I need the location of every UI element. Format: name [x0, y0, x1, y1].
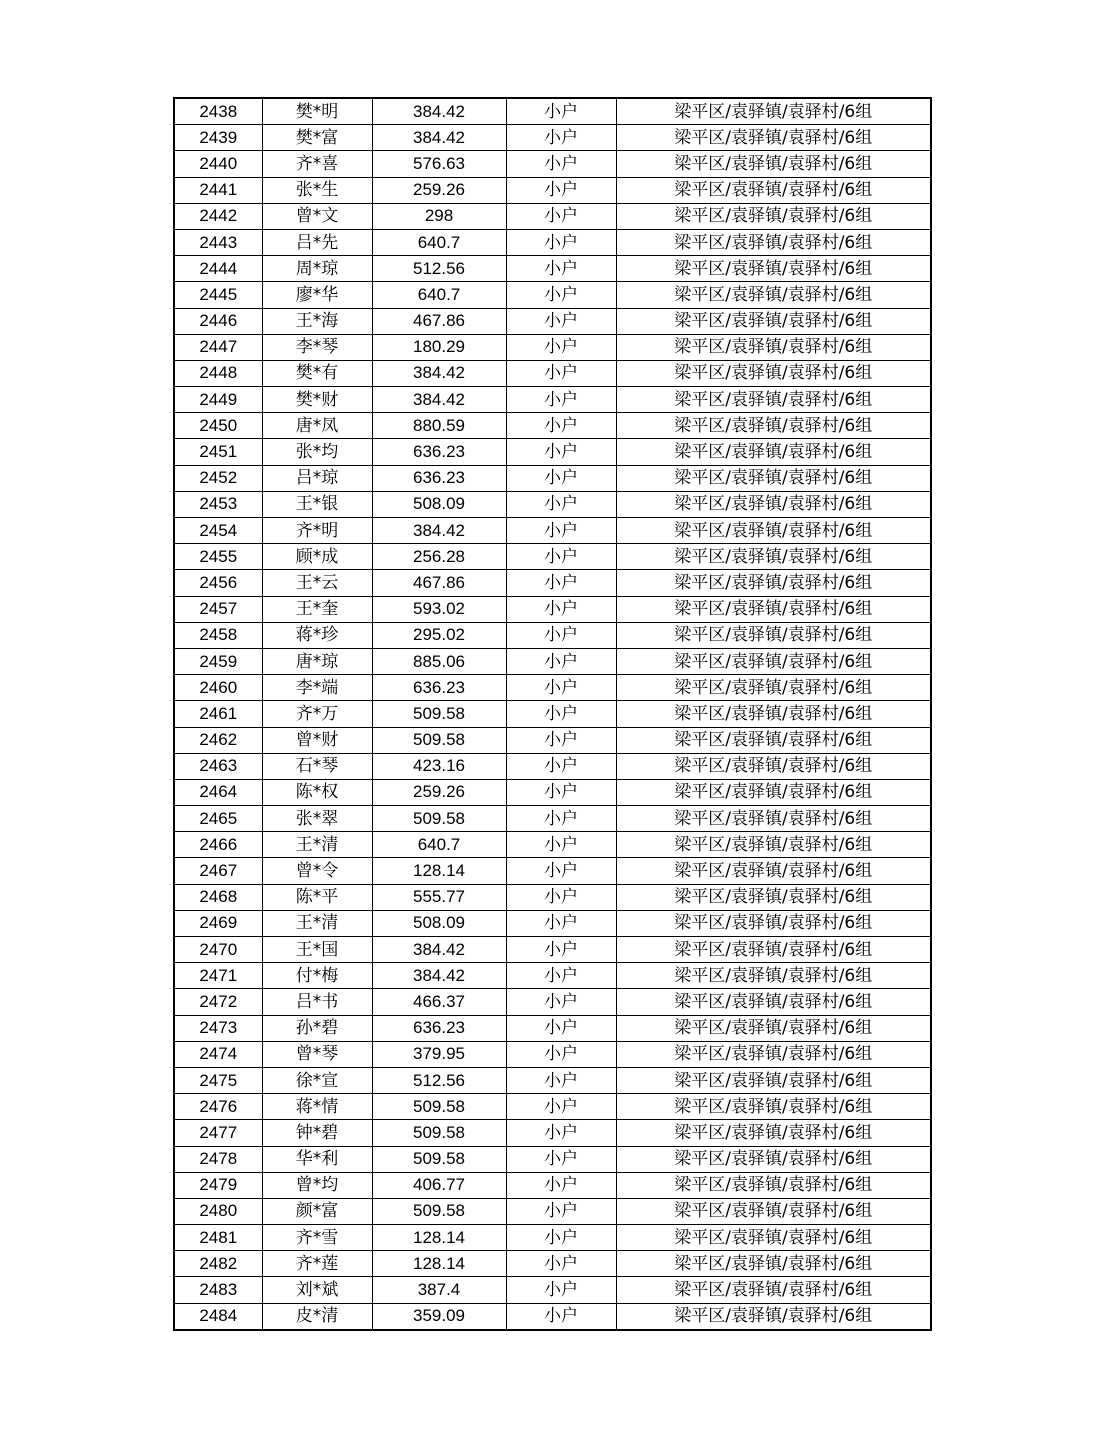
cell-amount: 512.56	[372, 1067, 506, 1093]
cell-type: 小户	[506, 727, 616, 753]
cell-id: 2456	[174, 570, 262, 596]
cell-id: 2444	[174, 256, 262, 282]
table-row	[174, 1303, 931, 1330]
cell-amount: 298	[372, 203, 506, 229]
cell-amount: 384.42	[372, 360, 506, 386]
cell-address: 梁平区/袁驿镇/袁驿村/6组	[616, 779, 931, 805]
cell-amount: 423.16	[372, 753, 506, 779]
cell-type: 小户	[506, 1120, 616, 1146]
cell-type: 小户	[506, 596, 616, 622]
cell-id: 2463	[174, 753, 262, 779]
cell-id: 2464	[174, 779, 262, 805]
cell-amount: 636.23	[372, 439, 506, 465]
cell-name: 樊*财	[262, 387, 372, 413]
cell-address: 梁平区/袁驿镇/袁驿村/6组	[616, 1251, 931, 1277]
cell-address: 梁平区/袁驿镇/袁驿村/6组	[616, 518, 931, 544]
cell-id: 2477	[174, 1120, 262, 1146]
table-row	[174, 439, 931, 465]
table-row	[174, 910, 931, 936]
table-row	[174, 806, 931, 832]
cell-amount: 384.42	[372, 963, 506, 989]
cell-name: 唐*琼	[262, 648, 372, 674]
cell-name: 曾*文	[262, 203, 372, 229]
cell-amount: 259.26	[372, 177, 506, 203]
cell-amount: 256.28	[372, 544, 506, 570]
cell-name: 吕*先	[262, 229, 372, 255]
cell-id: 2453	[174, 491, 262, 517]
cell-amount: 509.58	[372, 701, 506, 727]
cell-amount: 636.23	[372, 465, 506, 491]
cell-address: 梁平区/袁驿镇/袁驿村/6组	[616, 125, 931, 151]
table-row	[174, 1198, 931, 1224]
table-row	[174, 570, 931, 596]
cell-type: 小户	[506, 1146, 616, 1172]
cell-address: 梁平区/袁驿镇/袁驿村/6组	[616, 1277, 931, 1303]
cell-address: 梁平区/袁驿镇/袁驿村/6组	[616, 910, 931, 936]
cell-amount: 466.37	[372, 989, 506, 1015]
cell-id: 2476	[174, 1094, 262, 1120]
cell-id: 2459	[174, 648, 262, 674]
cell-address: 梁平区/袁驿镇/袁驿村/6组	[616, 256, 931, 282]
cell-id: 2475	[174, 1067, 262, 1093]
cell-address: 梁平区/袁驿镇/袁驿村/6组	[616, 1172, 931, 1198]
cell-amount: 508.09	[372, 491, 506, 517]
cell-type: 小户	[506, 1198, 616, 1224]
cell-address: 梁平区/袁驿镇/袁驿村/6组	[616, 334, 931, 360]
cell-amount: 640.7	[372, 282, 506, 308]
cell-name: 齐*雪	[262, 1225, 372, 1251]
cell-id: 2469	[174, 910, 262, 936]
cell-type: 小户	[506, 858, 616, 884]
cell-name: 王*海	[262, 308, 372, 334]
cell-id: 2438	[174, 98, 262, 125]
table-row	[174, 1277, 931, 1303]
cell-amount: 508.09	[372, 910, 506, 936]
cell-type: 小户	[506, 465, 616, 491]
cell-type: 小户	[506, 177, 616, 203]
cell-address: 梁平区/袁驿镇/袁驿村/6组	[616, 151, 931, 177]
cell-name: 刘*斌	[262, 1277, 372, 1303]
cell-name: 樊*富	[262, 125, 372, 151]
table-row	[174, 596, 931, 622]
table-row	[174, 256, 931, 282]
cell-id: 2466	[174, 832, 262, 858]
cell-name: 顾*成	[262, 544, 372, 570]
cell-amount: 384.42	[372, 98, 506, 125]
cell-address: 梁平区/袁驿镇/袁驿村/6组	[616, 1303, 931, 1330]
cell-id: 2457	[174, 596, 262, 622]
cell-type: 小户	[506, 125, 616, 151]
cell-type: 小户	[506, 1041, 616, 1067]
cell-name: 李*端	[262, 675, 372, 701]
table-row	[174, 727, 931, 753]
cell-name: 曾*财	[262, 727, 372, 753]
cell-address: 梁平区/袁驿镇/袁驿村/6组	[616, 570, 931, 596]
table-row	[174, 1172, 931, 1198]
cell-name: 王*国	[262, 937, 372, 963]
cell-id: 2478	[174, 1146, 262, 1172]
cell-id: 2454	[174, 518, 262, 544]
cell-id: 2443	[174, 229, 262, 255]
cell-id: 2450	[174, 413, 262, 439]
table-row	[174, 1146, 931, 1172]
cell-amount: 640.7	[372, 229, 506, 255]
records-table	[173, 97, 932, 1331]
table-row	[174, 387, 931, 413]
table-row	[174, 229, 931, 255]
cell-id: 2448	[174, 360, 262, 386]
cell-name: 唐*凤	[262, 413, 372, 439]
cell-address: 梁平区/袁驿镇/袁驿村/6组	[616, 963, 931, 989]
table-row	[174, 544, 931, 570]
table-row	[174, 937, 931, 963]
cell-name: 皮*清	[262, 1303, 372, 1330]
cell-type: 小户	[506, 989, 616, 1015]
cell-name: 吕*书	[262, 989, 372, 1015]
table-row	[174, 360, 931, 386]
table-row	[174, 334, 931, 360]
cell-type: 小户	[506, 387, 616, 413]
cell-address: 梁平区/袁驿镇/袁驿村/6组	[616, 308, 931, 334]
table-row	[174, 701, 931, 727]
cell-address: 梁平区/袁驿镇/袁驿村/6组	[616, 858, 931, 884]
table-row	[174, 125, 931, 151]
cell-name: 曾*令	[262, 858, 372, 884]
cell-address: 梁平区/袁驿镇/袁驿村/6组	[616, 1067, 931, 1093]
table-row	[174, 1094, 931, 1120]
cell-amount: 384.42	[372, 125, 506, 151]
cell-id: 2451	[174, 439, 262, 465]
cell-id: 2465	[174, 806, 262, 832]
cell-type: 小户	[506, 1067, 616, 1093]
table-row	[174, 1251, 931, 1277]
cell-name: 王*奎	[262, 596, 372, 622]
cell-amount: 593.02	[372, 596, 506, 622]
cell-id: 2470	[174, 937, 262, 963]
cell-id: 2449	[174, 387, 262, 413]
cell-name: 张*均	[262, 439, 372, 465]
cell-address: 梁平区/袁驿镇/袁驿村/6组	[616, 648, 931, 674]
cell-amount: 880.59	[372, 413, 506, 439]
cell-id: 2481	[174, 1225, 262, 1251]
cell-name: 王*云	[262, 570, 372, 596]
table-row	[174, 1041, 931, 1067]
cell-id: 2440	[174, 151, 262, 177]
cell-address: 梁平区/袁驿镇/袁驿村/6组	[616, 203, 931, 229]
cell-name: 王*清	[262, 910, 372, 936]
cell-id: 2483	[174, 1277, 262, 1303]
cell-type: 小户	[506, 439, 616, 465]
cell-address: 梁平区/袁驿镇/袁驿村/6组	[616, 544, 931, 570]
cell-amount: 512.56	[372, 256, 506, 282]
cell-type: 小户	[506, 570, 616, 596]
cell-address: 梁平区/袁驿镇/袁驿村/6组	[616, 596, 931, 622]
cell-address: 梁平区/袁驿镇/袁驿村/6组	[616, 465, 931, 491]
table-row	[174, 884, 931, 910]
cell-name: 李*琴	[262, 334, 372, 360]
cell-name: 王*清	[262, 832, 372, 858]
cell-address: 梁平区/袁驿镇/袁驿村/6组	[616, 675, 931, 701]
cell-amount: 509.58	[372, 1146, 506, 1172]
cell-address: 梁平区/袁驿镇/袁驿村/6组	[616, 727, 931, 753]
cell-amount: 509.58	[372, 1198, 506, 1224]
cell-address: 梁平区/袁驿镇/袁驿村/6组	[616, 1225, 931, 1251]
cell-name: 孙*碧	[262, 1015, 372, 1041]
cell-amount: 509.58	[372, 1120, 506, 1146]
cell-type: 小户	[506, 910, 616, 936]
cell-type: 小户	[506, 360, 616, 386]
cell-name: 廖*华	[262, 282, 372, 308]
cell-id: 2442	[174, 203, 262, 229]
cell-amount: 359.09	[372, 1303, 506, 1330]
cell-name: 颜*富	[262, 1198, 372, 1224]
cell-name: 付*梅	[262, 963, 372, 989]
cell-address: 梁平区/袁驿镇/袁驿村/6组	[616, 1198, 931, 1224]
cell-amount: 509.58	[372, 1094, 506, 1120]
cell-name: 吕*琼	[262, 465, 372, 491]
cell-name: 樊*有	[262, 360, 372, 386]
cell-name: 华*利	[262, 1146, 372, 1172]
cell-type: 小户	[506, 151, 616, 177]
cell-address: 梁平区/袁驿镇/袁驿村/6组	[616, 1146, 931, 1172]
cell-type: 小户	[506, 1277, 616, 1303]
cell-type: 小户	[506, 832, 616, 858]
cell-address: 梁平区/袁驿镇/袁驿村/6组	[616, 177, 931, 203]
cell-id: 2458	[174, 622, 262, 648]
cell-name: 王*银	[262, 491, 372, 517]
cell-id: 2461	[174, 701, 262, 727]
cell-id: 2484	[174, 1303, 262, 1330]
table-row	[174, 753, 931, 779]
cell-type: 小户	[506, 282, 616, 308]
cell-address: 梁平区/袁驿镇/袁驿村/6组	[616, 98, 931, 125]
cell-amount: 555.77	[372, 884, 506, 910]
cell-amount: 180.29	[372, 334, 506, 360]
cell-name: 齐*喜	[262, 151, 372, 177]
table-row	[174, 779, 931, 805]
cell-address: 梁平区/袁驿镇/袁驿村/6组	[616, 937, 931, 963]
table-row	[174, 675, 931, 701]
cell-name: 齐*莲	[262, 1251, 372, 1277]
cell-amount: 384.42	[372, 387, 506, 413]
cell-amount: 509.58	[372, 727, 506, 753]
cell-id: 2446	[174, 308, 262, 334]
table-row	[174, 518, 931, 544]
table-row	[174, 98, 931, 125]
cell-amount: 128.14	[372, 1251, 506, 1277]
cell-id: 2462	[174, 727, 262, 753]
cell-amount: 384.42	[372, 937, 506, 963]
cell-id: 2445	[174, 282, 262, 308]
cell-type: 小户	[506, 544, 616, 570]
cell-address: 梁平区/袁驿镇/袁驿村/6组	[616, 413, 931, 439]
cell-name: 齐*万	[262, 701, 372, 727]
cell-type: 小户	[506, 256, 616, 282]
table-row	[174, 308, 931, 334]
table-row	[174, 832, 931, 858]
cell-amount: 387.4	[372, 1277, 506, 1303]
cell-address: 梁平区/袁驿镇/袁驿村/6组	[616, 387, 931, 413]
table-row	[174, 648, 931, 674]
cell-address: 梁平区/袁驿镇/袁驿村/6组	[616, 360, 931, 386]
cell-type: 小户	[506, 648, 616, 674]
cell-type: 小户	[506, 963, 616, 989]
table-row	[174, 1015, 931, 1041]
cell-type: 小户	[506, 1015, 616, 1041]
cell-type: 小户	[506, 779, 616, 805]
cell-amount: 509.58	[372, 806, 506, 832]
cell-type: 小户	[506, 308, 616, 334]
cell-amount: 636.23	[372, 675, 506, 701]
table-row	[174, 858, 931, 884]
cell-type: 小户	[506, 622, 616, 648]
table-row	[174, 413, 931, 439]
cell-name: 曾*琴	[262, 1041, 372, 1067]
cell-name: 齐*明	[262, 518, 372, 544]
cell-id: 2474	[174, 1041, 262, 1067]
cell-address: 梁平区/袁驿镇/袁驿村/6组	[616, 439, 931, 465]
cell-address: 梁平区/袁驿镇/袁驿村/6组	[616, 1120, 931, 1146]
cell-address: 梁平区/袁驿镇/袁驿村/6组	[616, 1094, 931, 1120]
cell-id: 2468	[174, 884, 262, 910]
cell-amount: 295.02	[372, 622, 506, 648]
table-row	[174, 1120, 931, 1146]
records-body	[174, 98, 931, 1330]
cell-id: 2452	[174, 465, 262, 491]
cell-type: 小户	[506, 491, 616, 517]
cell-type: 小户	[506, 98, 616, 125]
cell-address: 梁平区/袁驿镇/袁驿村/6组	[616, 1041, 931, 1067]
cell-id: 2479	[174, 1172, 262, 1198]
table-row	[174, 1225, 931, 1251]
cell-address: 梁平区/袁驿镇/袁驿村/6组	[616, 622, 931, 648]
table-row	[174, 989, 931, 1015]
cell-amount: 640.7	[372, 832, 506, 858]
cell-type: 小户	[506, 937, 616, 963]
cell-type: 小户	[506, 1094, 616, 1120]
cell-amount: 467.86	[372, 308, 506, 334]
cell-address: 梁平区/袁驿镇/袁驿村/6组	[616, 806, 931, 832]
cell-address: 梁平区/袁驿镇/袁驿村/6组	[616, 884, 931, 910]
cell-id: 2482	[174, 1251, 262, 1277]
cell-name: 钟*碧	[262, 1120, 372, 1146]
cell-name: 樊*明	[262, 98, 372, 125]
cell-type: 小户	[506, 884, 616, 910]
table-row	[174, 203, 931, 229]
cell-id: 2467	[174, 858, 262, 884]
cell-id: 2471	[174, 963, 262, 989]
cell-amount: 885.06	[372, 648, 506, 674]
cell-type: 小户	[506, 806, 616, 832]
cell-type: 小户	[506, 1251, 616, 1277]
cell-amount: 467.86	[372, 570, 506, 596]
cell-name: 石*琴	[262, 753, 372, 779]
cell-amount: 384.42	[372, 518, 506, 544]
cell-id: 2472	[174, 989, 262, 1015]
cell-type: 小户	[506, 518, 616, 544]
cell-amount: 636.23	[372, 1015, 506, 1041]
cell-type: 小户	[506, 701, 616, 727]
table-row	[174, 622, 931, 648]
cell-id: 2460	[174, 675, 262, 701]
cell-address: 梁平区/袁驿镇/袁驿村/6组	[616, 1015, 931, 1041]
cell-amount: 259.26	[372, 779, 506, 805]
cell-name: 蒋*珍	[262, 622, 372, 648]
cell-amount: 128.14	[372, 1225, 506, 1251]
cell-id: 2441	[174, 177, 262, 203]
cell-name: 陈*平	[262, 884, 372, 910]
table-row	[174, 491, 931, 517]
cell-address: 梁平区/袁驿镇/袁驿村/6组	[616, 282, 931, 308]
cell-amount: 406.77	[372, 1172, 506, 1198]
cell-name: 曾*均	[262, 1172, 372, 1198]
cell-name: 徐*宣	[262, 1067, 372, 1093]
cell-type: 小户	[506, 1303, 616, 1330]
cell-type: 小户	[506, 229, 616, 255]
cell-type: 小户	[506, 334, 616, 360]
cell-address: 梁平区/袁驿镇/袁驿村/6组	[616, 753, 931, 779]
cell-type: 小户	[506, 675, 616, 701]
table-row	[174, 282, 931, 308]
cell-address: 梁平区/袁驿镇/袁驿村/6组	[616, 701, 931, 727]
cell-id: 2439	[174, 125, 262, 151]
cell-id: 2473	[174, 1015, 262, 1041]
table-row	[174, 963, 931, 989]
cell-id: 2480	[174, 1198, 262, 1224]
cell-id: 2447	[174, 334, 262, 360]
table-row	[174, 151, 931, 177]
cell-address: 梁平区/袁驿镇/袁驿村/6组	[616, 491, 931, 517]
cell-address: 梁平区/袁驿镇/袁驿村/6组	[616, 989, 931, 1015]
cell-type: 小户	[506, 1172, 616, 1198]
cell-id: 2455	[174, 544, 262, 570]
table-row	[174, 177, 931, 203]
cell-type: 小户	[506, 203, 616, 229]
cell-name: 张*生	[262, 177, 372, 203]
cell-name: 陈*权	[262, 779, 372, 805]
cell-amount: 128.14	[372, 858, 506, 884]
cell-name: 张*翠	[262, 806, 372, 832]
table-row	[174, 465, 931, 491]
cell-type: 小户	[506, 413, 616, 439]
cell-address: 梁平区/袁驿镇/袁驿村/6组	[616, 832, 931, 858]
cell-name: 蒋*情	[262, 1094, 372, 1120]
cell-amount: 379.95	[372, 1041, 506, 1067]
cell-type: 小户	[506, 753, 616, 779]
cell-type: 小户	[506, 1225, 616, 1251]
table-row	[174, 1067, 931, 1093]
cell-amount: 576.63	[372, 151, 506, 177]
cell-address: 梁平区/袁驿镇/袁驿村/6组	[616, 229, 931, 255]
cell-name: 周*琼	[262, 256, 372, 282]
